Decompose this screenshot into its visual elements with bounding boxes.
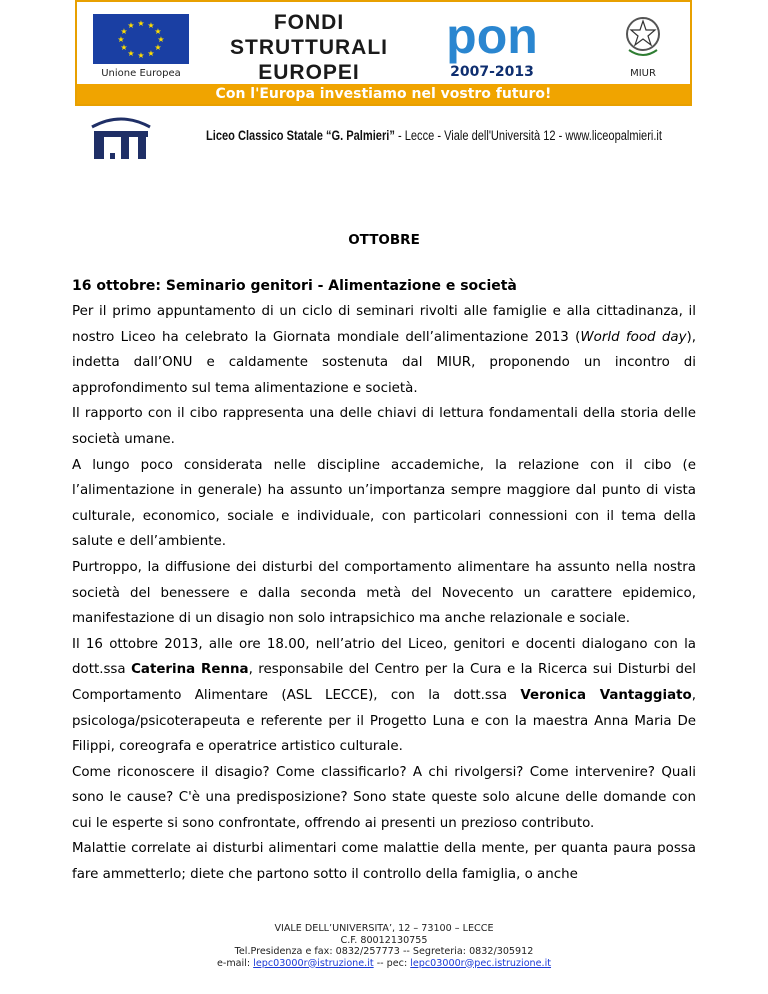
footer-label: e-mail: [216, 957, 254, 969]
svg-text:★: ★ [120, 27, 128, 36]
document-body [72, 299, 696, 888]
fondi-line: FONDI [273, 11, 345, 34]
bold-name: Caterina Renna [131, 662, 249, 678]
svg-text:★: ★ [127, 21, 135, 30]
svg-text:★: ★ [147, 21, 155, 30]
header-banner [75, 0, 692, 106]
month-title: OTTOBRE [348, 232, 420, 248]
svg-text:★: ★ [154, 27, 162, 36]
paragraph [72, 632, 696, 760]
svg-text:★: ★ [154, 43, 162, 52]
italic-text: World food day [580, 329, 687, 345]
paragraph [72, 299, 696, 401]
italian-republic-emblem-icon [623, 12, 663, 60]
paragraph: A lungo poco considerata nelle discipline accademiche, la relazione con il cibo (e l’alimentazione in generale) ha assunto un’importanza sempre maggiore dal punto di vista culturale, economico, sociale e individuale, con particolari connessioni con il tema della salute e dell’ambiente. [72, 457, 696, 550]
svg-text:★: ★ [157, 35, 165, 44]
text-run: Il 16 ottobre 2013, alle ore 18.00, nell’atrio del Liceo, genitori e docenti dialogano con la dott.ssa [72, 636, 696, 678]
tagline-bar: Con l'Europa investiamo nel vostro futuro! [77, 84, 690, 104]
email-link[interactable]: lepc03000r@istruzione.it [253, 957, 374, 969]
bold-name: Veronica Vantaggiato [520, 687, 692, 703]
footer-address: VIALE DELL’UNIVERSITA’, 12 – 73100 – LECCE [274, 923, 494, 934]
paragraph: Il rapporto con il cibo rappresenta una delle chiavi di lettura fondamentali della storia delle società umane. [72, 406, 696, 447]
school-address: - Lecce - Viale dell'Università 12 - www.liceopalmieri.it [394, 128, 662, 143]
paragraph: Purtroppo, la diffusione dei disturbi del comportamento alimentare ha assunto nella nostra società del benessere e dalla seconda metà del Novecento un carattere epidemico, manifestazione di un disagio non solo intrapsichico ma anche relazionale e sociale. [72, 559, 696, 627]
svg-text:★: ★ [120, 43, 128, 52]
eu-label: Unione Europea [101, 68, 181, 79]
pec-link[interactable]: lepc03000r@pec.istruzione.it [410, 957, 552, 969]
text-run: , psicologa/psicoterapeuta e referente per il Progetto Luna e con la maestra Anna Maria De Filippi, coreografa e operatrice artistico culturale. [72, 687, 696, 755]
event-heading: 16 ottobre: Seminario genitori - Alimentazione e società [72, 278, 517, 294]
pon-years: 2007-2013 [450, 64, 534, 80]
footer-tax-code: C.F. 80012130755 [340, 934, 428, 946]
paragraph: Come riconoscere il disagio? Come classificarlo? A chi rivolgersi? Come intervenire? Quali sono le cause? C'è una predisposizione? Sono state queste solo alcune delle domande con cui le esperte si sono confrontate, offrendo ai presenti un prezioso contributo. [72, 764, 696, 831]
fondi-strutturali-logo [219, 10, 399, 85]
text-run: ), indetta dall’ONU e caldamente sostenuta dal MIUR, proponendo un incontro di approfondimento sul tema alimentazione e società. [72, 329, 696, 396]
school-name: Liceo Classico Statale “G. Palmieri” [206, 128, 395, 143]
school-info-line [206, 128, 662, 143]
footer-contacts [0, 958, 768, 970]
svg-text:★: ★ [137, 19, 145, 28]
miur-label: MIUR [630, 68, 656, 79]
fondi-line: STRUTTURALI [230, 36, 388, 59]
footer-label: -- pec: [373, 957, 411, 969]
svg-text:★: ★ [137, 51, 145, 60]
svg-text:★: ★ [127, 49, 135, 58]
pon-logo: pon [446, 8, 538, 64]
text-run: , responsabile del Centro per la Cura e la Ricerca sui Disturbi del Comportamento Alimentare (ASL LECCE), con la dott.ssa [72, 662, 696, 703]
svg-text:★: ★ [147, 49, 155, 58]
paragraph: Malattie correlate ai disturbi alimentari come malattie della mente, per quanta paura possa fare ammetterlo; diete che partono sotto il controllo della famiglia, o anche [72, 841, 696, 883]
eu-flag-icon [93, 14, 189, 64]
text-run: Per il primo appuntamento di un ciclo di seminari rivolti alle famiglie e alla cittadinanza, il nostro Liceo ha celebrato la Giornata mondiale dell’alimentazione 2013 ( [72, 304, 696, 345]
fondi-line: EUROPEI [258, 61, 360, 84]
footer-phone: Tel.Presidenza e fax: 0832/257773 -- Segreteria: 0832/305912 [234, 946, 534, 957]
svg-text:★: ★ [117, 35, 125, 44]
page-footer [0, 923, 768, 969]
school-logo-icon [88, 113, 154, 161]
